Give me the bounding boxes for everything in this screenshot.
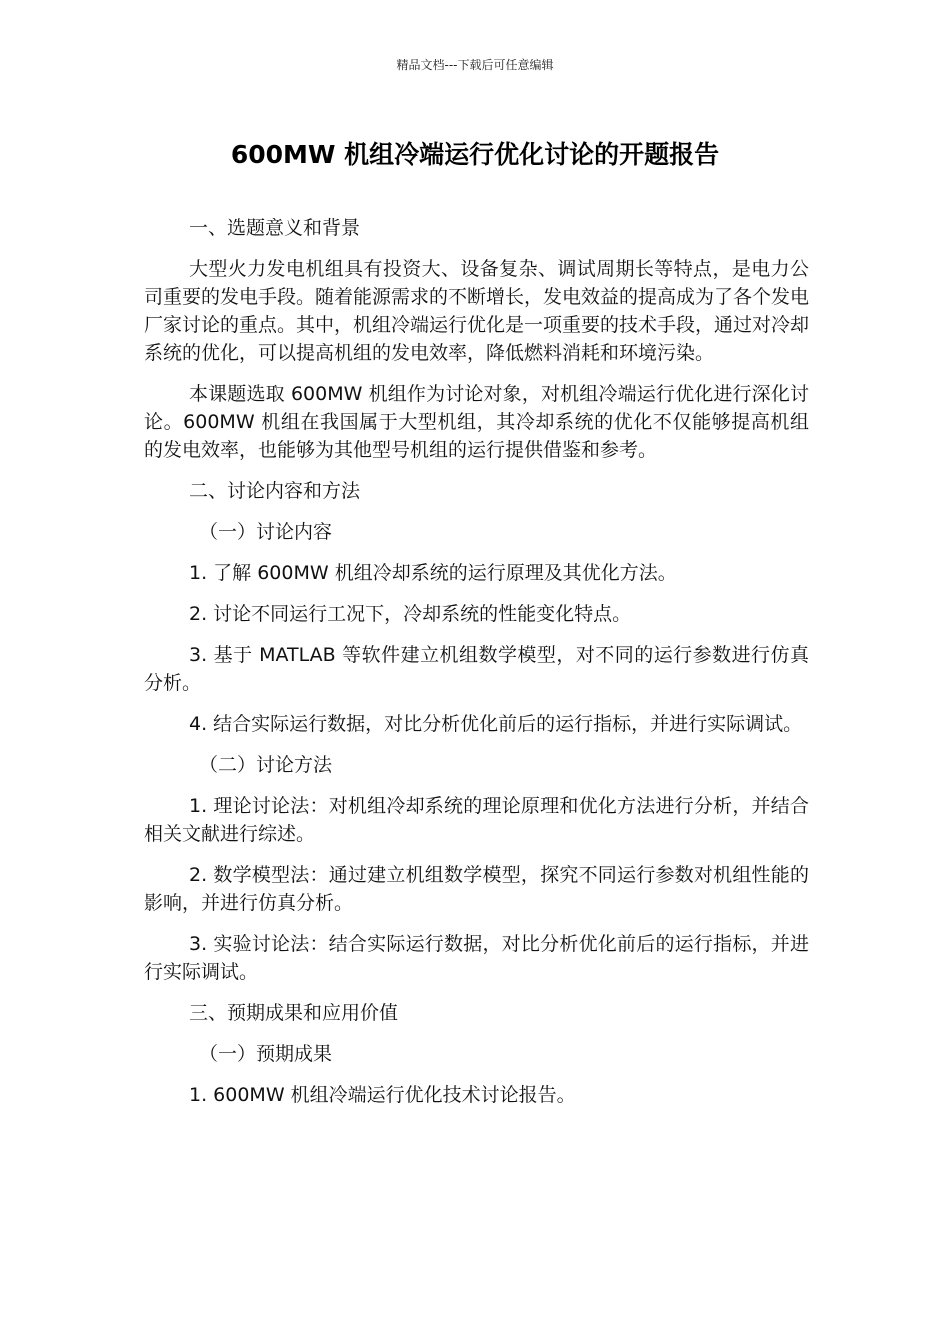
section-heading: 一、选题意义和背景 — [189, 217, 361, 239]
header-note: 精品文档---下载后可任意编辑 — [396, 58, 554, 72]
subsection-heading: （一）预期成果 — [199, 1043, 333, 1065]
list-item: 4. 结合实际运行数据，对比分析优化前后的运行指标，并进行实际调试。 — [189, 713, 803, 735]
paragraph: 本课题选取 600MW 机组作为讨论对象，对机组冷端运行优化进行深化讨论。600MW 机组在我国属于大型机组，其冷却系统的优化不仅能够提高机组的发电效率，也能够为其他型号机组的运行提供借鉴和参考。 — [144, 383, 809, 461]
document-body — [144, 214, 809, 1122]
list-item: 3. 实验讨论法：结合实际运行数据，对比分析优化前后的运行指标，并进行实际调试。 — [144, 933, 809, 983]
document-title: 600MW 机组冷端运行优化讨论的开题报告 — [230, 140, 720, 169]
list-item: 1. 600MW 机组冷端运行优化技术讨论报告。 — [189, 1084, 576, 1106]
paragraph: 大型火力发电机组具有投资大、设备复杂、调试周期长等特点，是电力公司重要的发电手段。随着能源需求的不断增长，发电效益的提高成为了各个发电厂家讨论的重点。其中，机组冷端运行优化是一项重要的技术手段，通过对冷却系统的优化，可以提高机组的发电效率，降低燃料消耗和环境污染。 — [144, 258, 810, 364]
list-item: 2. 数学模型法：通过建立机组数学模型，探究不同运行参数对机组性能的影响，并进行仿真分析。 — [144, 864, 809, 914]
list-item: 2. 讨论不同运行工况下，冷却系统的性能变化特点。 — [189, 603, 632, 625]
subsection-heading: （一）讨论内容 — [199, 521, 333, 543]
list-item: 1. 理论讨论法：对机组冷却系统的理论原理和优化方法进行分析，并结合相关文献进行综述。 — [144, 795, 809, 845]
section-heading: 三、预期成果和应用价值 — [189, 1002, 399, 1024]
list-item: 3. 基于 MATLAB 等软件建立机组数学模型，对不同的运行参数进行仿真分析。 — [144, 644, 809, 694]
list-item: 1. 了解 600MW 机组冷却系统的运行原理及其优化方法。 — [189, 562, 677, 584]
section-heading: 二、讨论内容和方法 — [189, 480, 361, 502]
subsection-heading: （二）讨论方法 — [199, 754, 333, 776]
